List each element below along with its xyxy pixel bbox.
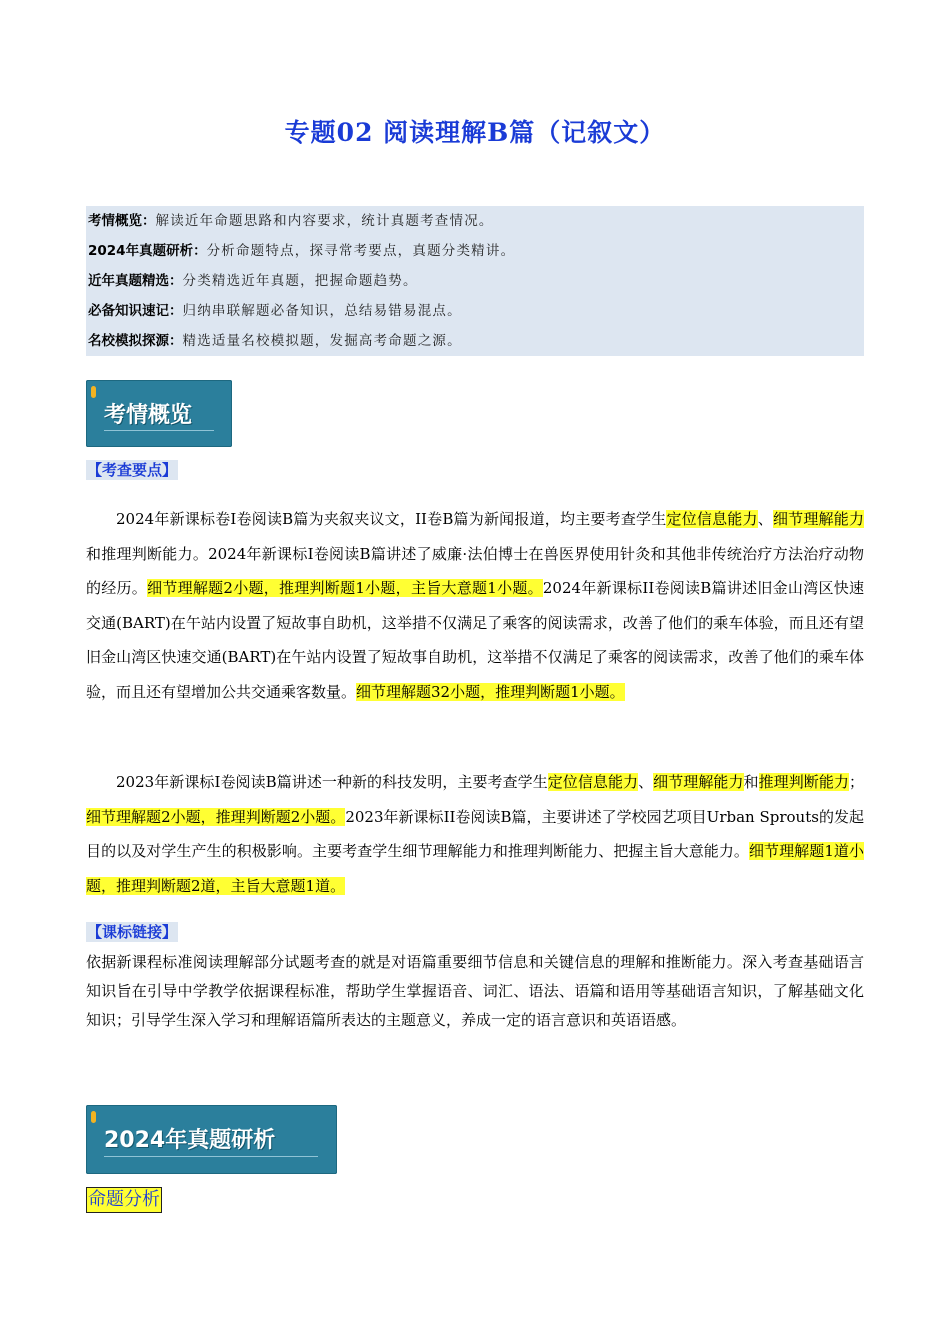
highlight-run: 细节理解题32小题，推理判断题1小题。	[356, 682, 625, 701]
text-run: 、	[757, 510, 773, 528]
page-title: 专题02 阅读理解B篇（记叙文）	[284, 118, 666, 147]
overview-key: 2024年真题研析：	[88, 243, 207, 259]
tag-exam-points: 【考查要点】	[87, 461, 178, 479]
text-run: 2023年新课标I卷阅读B篇讲述一种新的科技发明，主要考查学生	[116, 773, 548, 791]
highlight-run: 细节理解题2小题，推理判断题2小题。	[86, 807, 346, 826]
overview-value: 精选适量名校模拟题，发掘高考命题之源。	[182, 333, 462, 349]
highlight-run: 细节理解能力	[653, 773, 744, 791]
highlight-run: 细节理解能力	[772, 510, 864, 528]
text-run: 和	[743, 773, 759, 791]
text-run: 和推理判断能力。2024年新课标I卷阅读B篇讲述了威廉·法伯博士在兽医界使用针灸和其他非传统治疗方法治疗动物的经历。	[86, 544, 864, 597]
banner-underline	[104, 430, 214, 431]
analysis-heading: 命题分析	[86, 1187, 162, 1213]
paragraph-2024	[86, 502, 864, 709]
overview-key: 近年真题精选：	[88, 273, 183, 289]
overview-value: 分类精选近年真题，把握命题趋势。	[182, 273, 418, 289]
tag-curriculum-link: 【课标链接】	[87, 923, 178, 941]
highlight-run: 细节理解题1道小题，推理判断题2道，主旨大意题1道。	[86, 842, 865, 895]
banner-label: 考情概览	[104, 403, 193, 428]
overview-row	[86, 236, 864, 266]
section-banner-analysis	[86, 1105, 337, 1174]
text-run: ；	[848, 773, 864, 791]
highlight-run: 定位信息能力	[547, 773, 639, 791]
text-run: 2024年新课标II卷阅读B篇讲述旧金山湾区快速交通(BART)在午站内设置了短故事自助机，这举措不仅满足了乘客的阅读需求，改善了他们的乘车体验，而且还有望旧金山湾区快速交通(BART)在午站内设置了短故事自助机，这举措不仅满足了乘客的阅读需求，改善了他们的乘车体验，而且还有望增加公共交通乘客数量。	[86, 579, 864, 701]
banner-label: 2024年真题研析	[104, 1128, 276, 1153]
overview-key: 必备知识速记：	[88, 303, 183, 319]
overview-value: 解读近年命题思路和内容要求，统计真题考查情况。	[155, 213, 494, 229]
highlight-run: 推理判断能力	[758, 773, 849, 791]
overview-key: 名校模拟探源：	[88, 333, 183, 349]
overview-row	[86, 206, 864, 236]
overview-row	[86, 296, 864, 326]
text-run: 2024年新课标卷I卷阅读B篇为夹叙夹议文，II卷B篇为新闻报道，均主要考查学生	[116, 510, 667, 528]
banner-accent	[91, 386, 96, 398]
overview-row	[86, 266, 864, 296]
text-run: 2023年新课标II卷阅读B篇，主要讲述了学校园艺项目Urban Sprouts的发起目的以及对学生产生的积极影响。主要考查学生细节理解能力和推理判断能力、把握主旨大意能力。	[86, 807, 864, 860]
paragraph-curriculum: 依据新课程标准阅读理解部分试题考查的就是对语篇重要细节信息和关键信息的理解和推断能力。深入考查基础语言知识旨在引导中学教学依据课程标准，帮助学生掌握语音、词汇、语法、语篇和语用等基础语言知识，了解基础文化知识；引导学生深入学习和理解语篇所表达的主题意义，养成一定的语言意识和英语语感。	[86, 953, 864, 1029]
overview-row	[86, 326, 864, 356]
text-run: 、	[638, 773, 654, 791]
banner-accent	[91, 1111, 96, 1123]
highlight-run: 细节理解题2小题，推理判断题1小题，主旨大意题1小题。	[147, 579, 543, 597]
overview-box	[86, 206, 864, 356]
banner-underline	[104, 1156, 318, 1157]
overview-value: 归纳串联解题必备知识，总结易错易混点。	[182, 303, 462, 319]
paragraph-2023	[86, 765, 864, 903]
overview-value: 分析命题特点，探寻常考要点，真题分类精讲。	[206, 243, 516, 259]
highlight-run: 定位信息能力	[666, 510, 758, 528]
section-banner-overview	[86, 380, 232, 447]
overview-key: 考情概览：	[88, 213, 156, 229]
